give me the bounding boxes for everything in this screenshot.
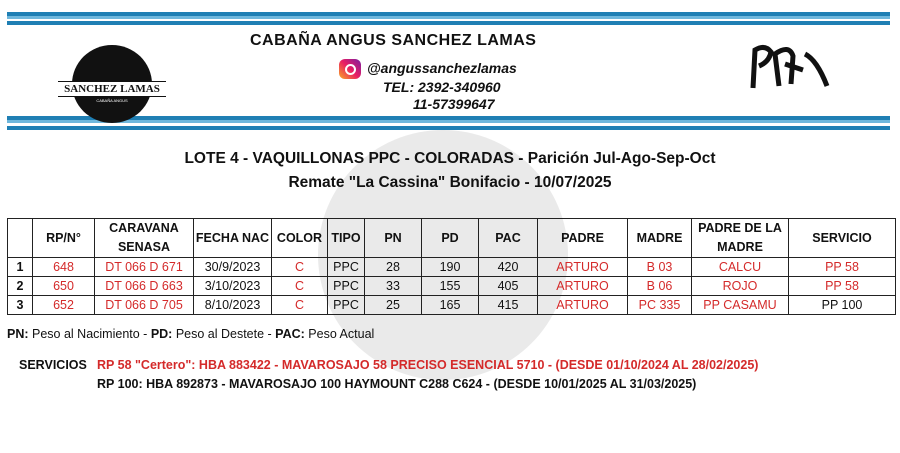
weight-legend	[7, 327, 374, 341]
cell-padre-madre: CALCU	[692, 258, 789, 277]
cell-madre: PC 335	[628, 296, 692, 315]
cell-pd: 165	[422, 296, 479, 315]
table-header	[8, 219, 896, 258]
brand-title: CABAÑA ANGUS SANCHEZ LAMAS	[250, 32, 537, 49]
cell-fecha-nac: 8/10/2023	[194, 296, 272, 315]
logo-sub: CABAÑA ANGUS	[96, 98, 128, 103]
legend-pd-key: PD:	[150, 327, 173, 341]
phone-2: 11-57399647	[413, 96, 495, 112]
cell-padre: ARTURO	[538, 258, 628, 277]
col-tipo: TIPO	[328, 219, 365, 258]
col-pn: PN	[365, 219, 422, 258]
cell-pn: 25	[365, 296, 422, 315]
cell-pac: 405	[479, 277, 538, 296]
cell-pn: 33	[365, 277, 422, 296]
cell-padre: ARTURO	[538, 296, 628, 315]
cell-color: C	[272, 258, 328, 277]
cell-padre: ARTURO	[538, 277, 628, 296]
col-padre-madre: PADRE DE LA MADRE	[692, 219, 789, 258]
col-servicio: SERVICIO	[789, 219, 896, 258]
col-rp: RP/N°	[33, 219, 95, 258]
legend-pn-key: PN:	[7, 327, 29, 341]
cell-padre-madre: PP CASAMU	[692, 296, 789, 315]
cell-fecha-nac: 3/10/2023	[194, 277, 272, 296]
servicio-rp100: RP 100: HBA 892873 - MAVAROSAJO 100 HAYMOUNT C288 C624 - (DESDE 10/01/2025 AL 31/03/2025)	[97, 377, 697, 391]
sanchez-lamas-logo	[58, 45, 166, 125]
col-padre: PADRE	[538, 219, 628, 258]
cell-tipo: PPC	[328, 296, 365, 315]
legend-pn-text: Peso al Nacimiento -	[28, 327, 151, 341]
cell-servicio: PP 58	[789, 277, 896, 296]
col-pd: PD	[422, 219, 479, 258]
cell-caravana: DT 066 D 705	[95, 296, 194, 315]
lot-title: LOTE 4 - VAQUILLONAS PPC - COLORADAS - Parición Jul-Ago-Sep-Oct	[184, 150, 716, 167]
cell-madre: B 06	[628, 277, 692, 296]
cell-pd: 190	[422, 258, 479, 277]
cell-rp: 650	[33, 277, 95, 296]
header-stripe	[7, 21, 890, 25]
legend-pd-text: Peso al Destete -	[172, 327, 276, 341]
cell-tipo: PPC	[328, 258, 365, 277]
cell-rp: 652	[33, 296, 95, 315]
cell-caravana: DT 066 D 663	[95, 277, 194, 296]
cell-index: 3	[8, 296, 33, 315]
col-index	[8, 219, 33, 258]
lot-table	[7, 218, 896, 315]
col-madre: MADRE	[628, 219, 692, 258]
legend-pac-key: PAC:	[275, 327, 305, 341]
cell-tipo: PPC	[328, 277, 365, 296]
instagram-handle[interactable]: @angussanchezlamas	[367, 60, 517, 76]
instagram-icon	[339, 59, 361, 79]
servicios-label: SERVICIOS	[19, 358, 87, 372]
cell-index: 2	[8, 277, 33, 296]
col-pac: PAC	[479, 219, 538, 258]
table-row	[8, 258, 896, 277]
cell-pac: 420	[479, 258, 538, 277]
cell-rp: 648	[33, 258, 95, 277]
logo-name: SANCHEZ LAMAS	[58, 81, 166, 97]
header-stripe	[7, 16, 890, 19]
table-row	[8, 296, 896, 315]
cell-index: 1	[8, 258, 33, 277]
table-row	[8, 277, 896, 296]
rsl-brand-logo	[745, 40, 840, 95]
cell-padre-madre: ROJO	[692, 277, 789, 296]
auction-subtitle: Remate "La Cassina" Bonifacio - 10/07/2025	[288, 174, 612, 191]
cell-servicio: PP 58	[789, 258, 896, 277]
phone-1: TEL: 2392-340960	[383, 79, 501, 95]
cell-pac: 415	[479, 296, 538, 315]
servicio-rp58: RP 58 "Certero": HBA 883422 - MAVAROSAJO 58 PRECISO ESENCIAL 5710 - (DESDE 01/10/2024 AL 28/02/2025)	[97, 358, 759, 372]
cell-madre: B 03	[628, 258, 692, 277]
col-caravana: CARAVANA SENASA	[95, 219, 194, 258]
col-color: COLOR	[272, 219, 328, 258]
cell-pn: 28	[365, 258, 422, 277]
legend-pac-text: Peso Actual	[304, 327, 375, 341]
cell-caravana: DT 066 D 671	[95, 258, 194, 277]
cell-color: C	[272, 296, 328, 315]
col-fecha-nac: FECHA NAC	[194, 219, 272, 258]
cell-servicio: PP 100	[789, 296, 896, 315]
cell-fecha-nac: 30/9/2023	[194, 258, 272, 277]
cell-pd: 155	[422, 277, 479, 296]
cell-color: C	[272, 277, 328, 296]
